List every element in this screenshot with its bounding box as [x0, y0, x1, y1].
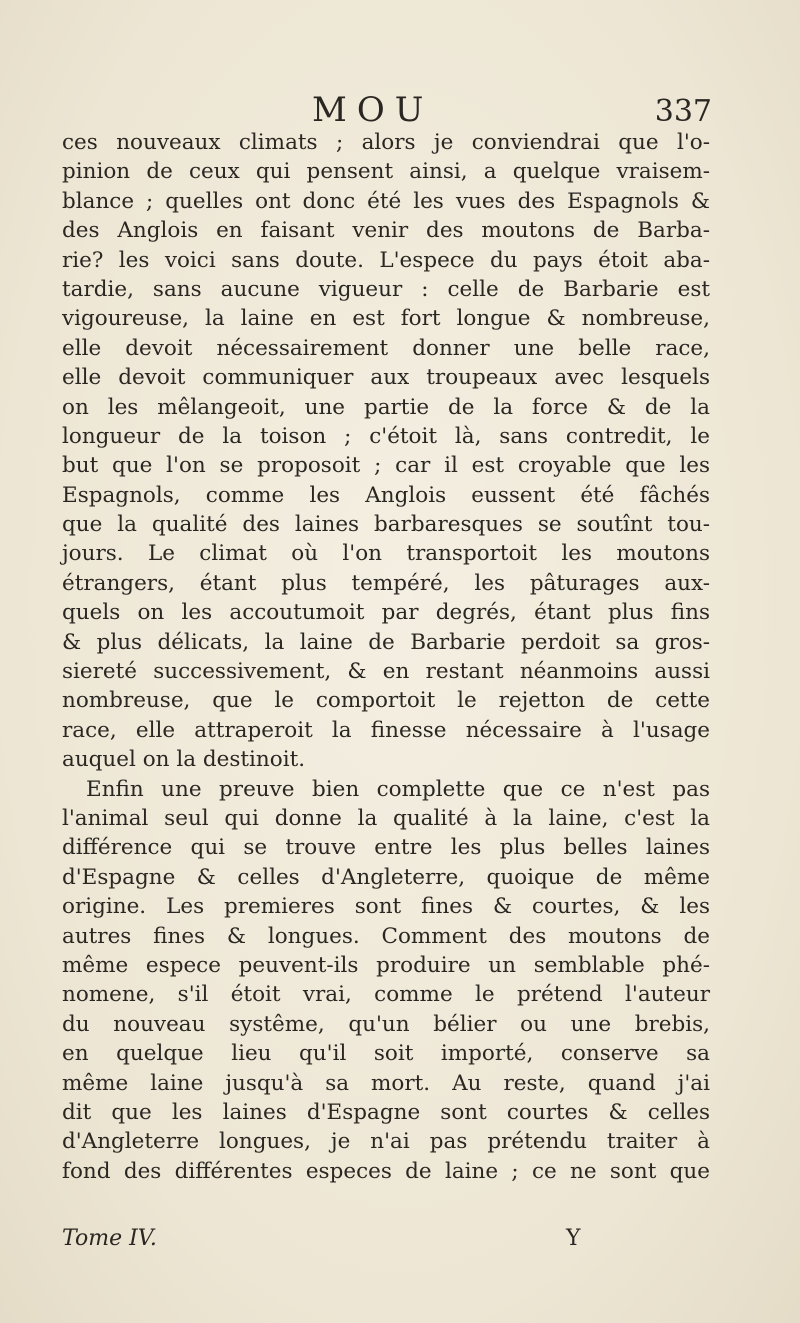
page-number: 337 — [654, 94, 712, 129]
text-line: que la qualité des laines barbaresques se soutînt tou- — [62, 512, 710, 538]
text-line: fond des différentes especes de laine ; ce ne sont que — [62, 1158, 710, 1184]
body-text — [62, 128, 710, 1186]
text-line: Espagnols, comme les Anglois eussent été fâchés — [62, 482, 710, 508]
text-line: ces nouveaux climats ; alors je conviendrai que l'o- — [62, 130, 710, 155]
text-line: rie? les voici sans doute. L'espece du pays étoit aba- — [62, 247, 710, 273]
page-header — [62, 90, 712, 130]
text-line: longueur de la toison ; c'étoit là, sans contredit, le — [62, 423, 710, 449]
volume-label: Tome IV. — [62, 1226, 157, 1251]
text-line: même laine jusqu'à sa mort. Au reste, quand j'ai — [62, 1070, 710, 1096]
text-line: nombreuse, que le comportoit le rejetton de cette — [62, 688, 710, 714]
text-line: vigoureuse, la laine en est fort longue & nombreuse, — [62, 306, 710, 332]
text-line: des Anglois en faisant venir des moutons de Barba- — [62, 218, 710, 244]
text-line: en quelque lieu qu'il soit importé, conserve sa — [62, 1041, 710, 1067]
text-line: dit que les laines d'Espagne sont courtes & celles — [62, 1099, 710, 1125]
text-line: l'animal seul qui donne la qualité à la laine, c'est la — [62, 805, 710, 831]
text-line: & plus délicats, la laine de Barbarie perdoit sa gros- — [62, 629, 710, 655]
text-line: tardie, sans aucune vigueur : celle de Barbarie est — [62, 276, 710, 302]
text-line: blance ; quelles ont donc été les vues des Espagnols & — [62, 188, 710, 214]
text-line: du nouveau systême, qu'un bélier ou une brebis, — [62, 1011, 710, 1037]
running-head: MOU — [312, 90, 434, 130]
text-line: quels on les accoutumoit par degrés, étant plus fins — [62, 600, 710, 626]
text-line: elle devoit nécessairement donner une belle race, — [62, 335, 710, 361]
text-line: race, elle attraperoit la finesse nécessaire à l'usage — [62, 717, 710, 743]
text-line: autres fines & longues. Comment des moutons de — [62, 923, 710, 949]
text-line: siereté successivement, & en restant néanmoins aussi — [62, 659, 710, 685]
text-line: but que l'on se proposoit ; car il est croyable que les — [62, 453, 710, 479]
text-line: même espece peuvent-ils produire un semblable phé- — [62, 952, 710, 978]
text-line: d'Angleterre longues, je n'ai pas prétendu traiter à — [62, 1129, 710, 1155]
text-line: étrangers, étant plus tempéré, les pâturages aux- — [62, 570, 710, 596]
text-line: on les mêlangeoit, une partie de la force & de la — [62, 394, 710, 420]
text-line: origine. Les premieres sont fines & courtes, & les — [62, 894, 710, 920]
text-line: différence qui se trouve entre les plus belles laines — [62, 835, 710, 861]
text-line: d'Espagne & celles d'Angleterre, quoique de même — [62, 864, 710, 890]
text-line: Enfin une preuve bien complette que ce n'est pas — [86, 776, 710, 802]
text-line: elle devoit communiquer aux troupeaux avec lesquels — [62, 365, 710, 391]
signature-mark: Y — [566, 1226, 581, 1251]
text-line: nomene, s'il étoit vrai, comme le prétend l'auteur — [62, 982, 710, 1008]
text-line: pinion de ceux qui pensent ainsi, a quelque vraisem- — [62, 159, 710, 185]
text-line: jours. Le climat où l'on transportoit les moutons — [62, 541, 710, 567]
text-line: auquel on la destinoit. — [62, 747, 306, 773]
page-footer — [62, 1226, 662, 1256]
